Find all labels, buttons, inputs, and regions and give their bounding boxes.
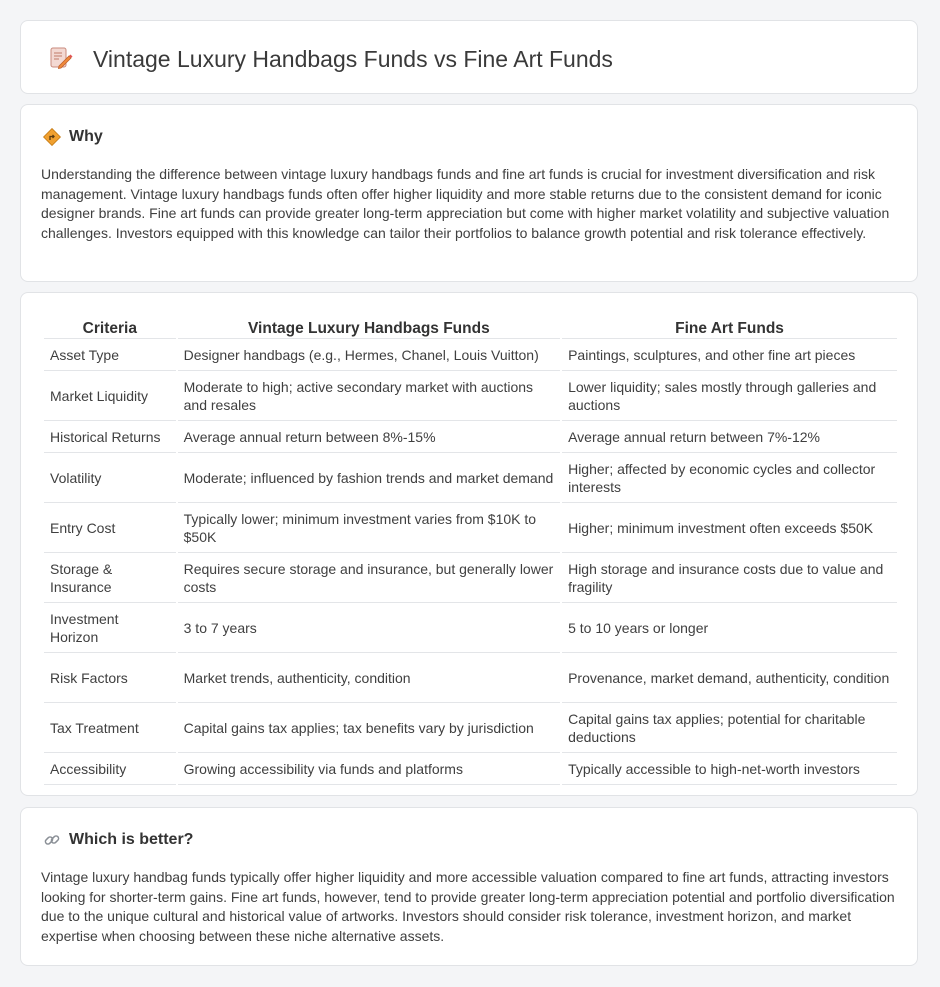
table-row	[44, 421, 897, 453]
criteria-cell: Asset Type	[44, 339, 176, 371]
why-heading: Why	[69, 128, 103, 145]
art-cell: 5 to 10 years or longer	[562, 603, 897, 653]
table-row	[44, 653, 897, 703]
criteria-cell: Accessibility	[44, 753, 176, 785]
handbags-cell: Market trends, authenticity, condition	[178, 653, 560, 703]
document-pencil-icon	[47, 45, 73, 71]
handbags-cell: Average annual return between 8%-15%	[178, 421, 560, 453]
column-header-handbags: Vintage Luxury Handbags Funds	[178, 315, 560, 339]
table-row	[44, 371, 897, 421]
handbags-cell: Growing accessibility via funds and platforms	[178, 753, 560, 785]
handbags-cell: Designer handbags (e.g., Hermes, Chanel, Louis Vuitton)	[178, 339, 560, 371]
criteria-cell: Risk Factors	[44, 653, 176, 703]
table-row	[44, 453, 897, 503]
table-row	[44, 503, 897, 553]
handbags-cell: Requires secure storage and insurance, but generally lower costs	[178, 553, 560, 603]
art-cell: Typically accessible to high-net-worth investors	[562, 753, 897, 785]
why-section	[20, 104, 918, 282]
why-heading-row	[43, 127, 103, 147]
link-icon	[43, 831, 61, 849]
which-is-better-section	[20, 807, 918, 966]
table-row	[44, 603, 897, 653]
art-cell: Lower liquidity; sales mostly through galleries and auctions	[562, 371, 897, 421]
criteria-cell: Investment Horizon	[44, 603, 176, 653]
criteria-cell: Market Liquidity	[44, 371, 176, 421]
table-row	[44, 339, 897, 371]
why-text: Understanding the difference between vintage luxury handbags funds and fine art funds is crucial for investment diversification and risk management. Vintage luxury handbags funds often offer higher liquidity and more stable returns due to the consistent demand for iconic designer brands. Fine art funds can provide greater long-term appreciation but come with higher market volatility and subjective valuation challenges. Investors equipped with this knowledge can tailor their portfolios to balance growth potential and risk tolerance effectively.	[41, 166, 890, 241]
table-header-row	[44, 315, 897, 339]
art-cell: Average annual return between 7%-12%	[562, 421, 897, 453]
better-heading-row	[43, 830, 193, 850]
table-row	[44, 753, 897, 785]
column-header-art: Fine Art Funds	[562, 315, 897, 339]
criteria-cell: Entry Cost	[44, 503, 176, 553]
criteria-cell: Tax Treatment	[44, 703, 176, 753]
table-row	[44, 703, 897, 753]
art-cell: Capital gains tax applies; potential for charitable deductions	[562, 703, 897, 753]
handbags-cell: Capital gains tax applies; tax benefits vary by jurisdiction	[178, 703, 560, 753]
better-heading: Which is better?	[69, 831, 194, 848]
handbags-cell: Moderate; influenced by fashion trends and market demand	[178, 453, 560, 503]
criteria-cell: Historical Returns	[44, 421, 176, 453]
criteria-cell: Volatility	[44, 453, 176, 503]
handbags-cell: Typically lower; minimum investment varies from $10K to $50K	[178, 503, 560, 553]
art-cell: Higher; minimum investment often exceeds $50K	[562, 503, 897, 553]
art-cell: Provenance, market demand, authenticity, condition	[562, 653, 897, 703]
art-cell: High storage and insurance costs due to value and fragility	[562, 553, 897, 603]
handbags-cell: 3 to 7 years	[178, 603, 560, 653]
art-cell: Paintings, sculptures, and other fine art pieces	[562, 339, 897, 371]
title-card	[20, 20, 918, 94]
handbags-cell: Moderate to high; active secondary market with auctions and resales	[178, 371, 560, 421]
art-cell: Higher; affected by economic cycles and collector interests	[562, 453, 897, 503]
diamond-road-sign-icon	[43, 128, 61, 146]
criteria-cell: Storage & Insurance	[44, 553, 176, 603]
comparison-table	[42, 315, 899, 785]
page-title: Vintage Luxury Handbags Funds vs Fine Art Funds	[93, 46, 613, 72]
comparison-section	[20, 292, 918, 796]
column-header-criteria: Criteria	[44, 315, 176, 339]
better-text: Vintage luxury handbag funds typically offer higher liquidity and more accessible valuation compared to fine art funds, attracting investors looking for shorter-term gains. Fine art funds, however, tend to provide greater long-term appreciation potential and portfolio diversification due to the unique cultural and historical value of artworks. Investors should consider risk tolerance, investment horizon, and market expertise when choosing between these niche alternative assets.	[41, 869, 895, 944]
table-row	[44, 553, 897, 603]
